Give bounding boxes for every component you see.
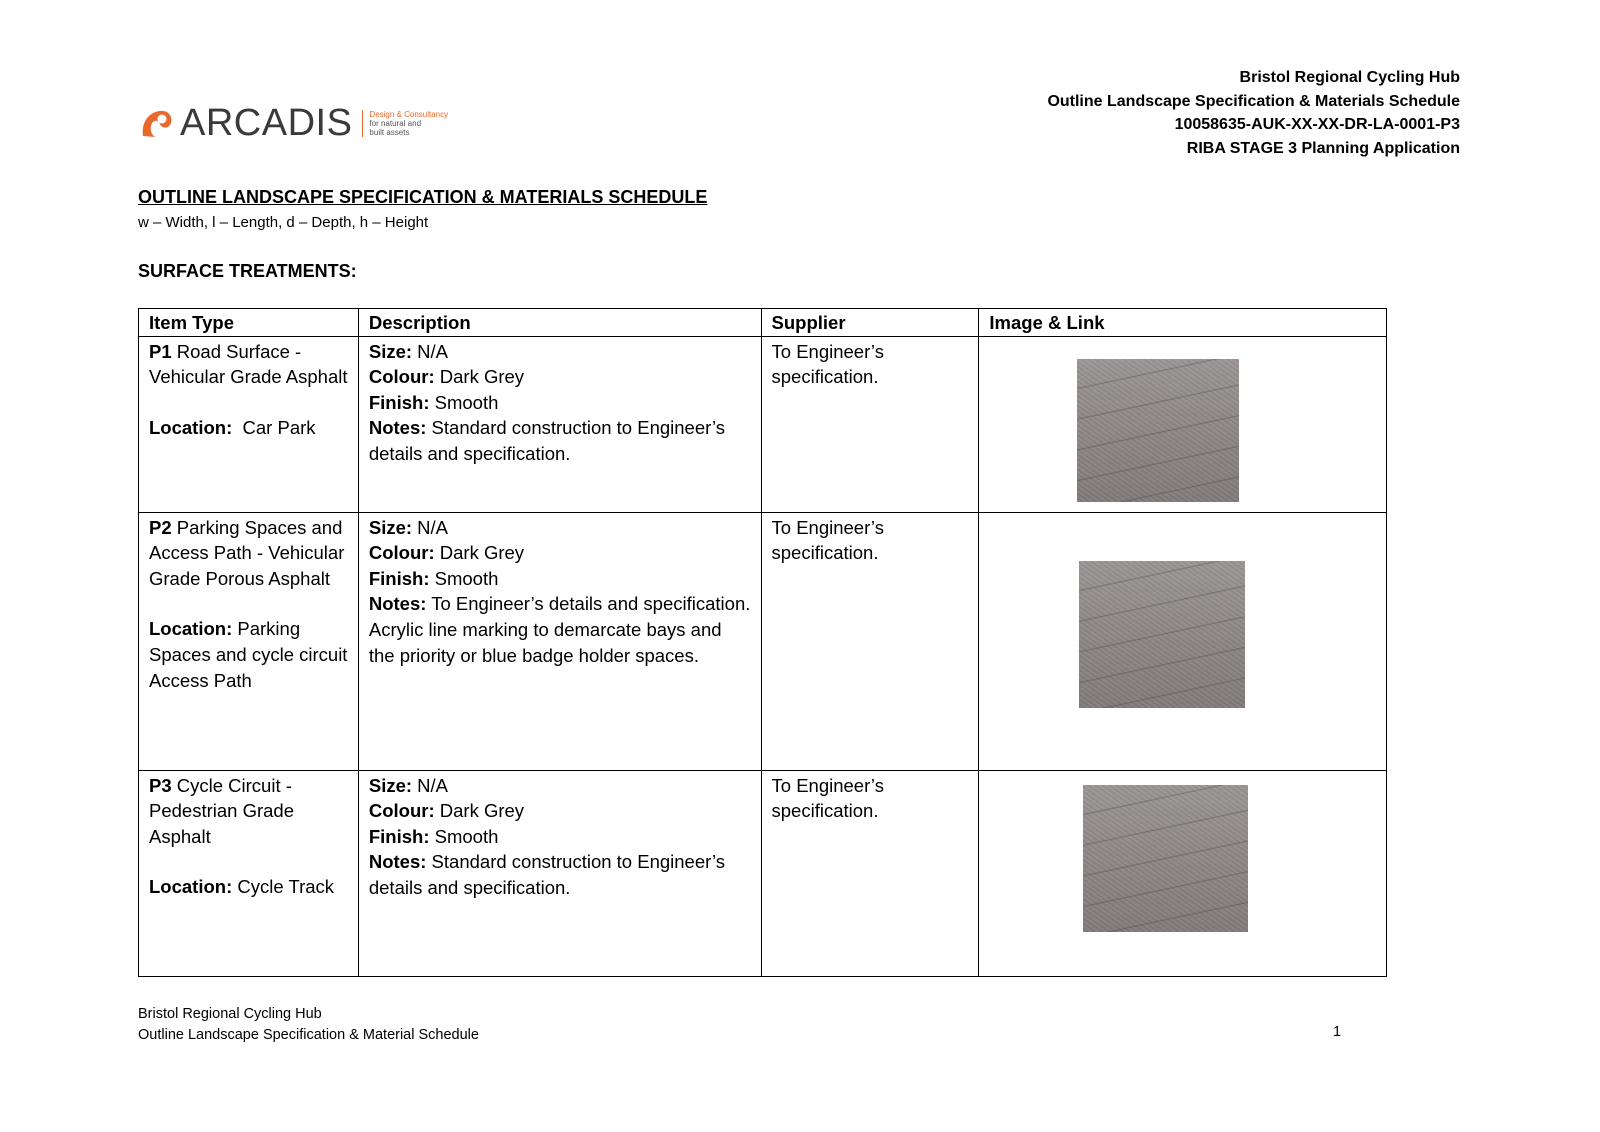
- header-document-name: Outline Landscape Specification & Materials Schedule: [1047, 92, 1460, 110]
- table-header-row: [139, 309, 1387, 337]
- page-title: OUTLINE LANDSCAPE SPECIFICATION & MATERIALS SCHEDULE: [138, 187, 708, 207]
- logo-wordmark: ARCADIS: [180, 102, 353, 144]
- item-name: Cycle Circuit - Pedestrian Grade Asphalt: [149, 774, 295, 847]
- colour-value: Dark Grey: [434, 800, 525, 822]
- description-cell: Size: N/A Colour: Dark Grey Finish: Smooth Notes: Standard construction to Engineer’s details and specification.: [358, 336, 761, 512]
- footer-document-name: Outline Landscape Specification & Material Schedule: [138, 1027, 479, 1043]
- header-supplier: Supplier: [761, 309, 979, 337]
- notes-value: To Engineer’s details and specification. Acrylic line marking to demarcate bays and the priority or blue badge holder spaces.: [368, 593, 751, 666]
- finish-value: Smooth: [429, 567, 499, 589]
- size-value: N/A: [412, 774, 449, 796]
- asphalt-image[interactable]: [1079, 561, 1245, 708]
- item-type-cell: P3 Cycle Circuit - Pedestrian Grade Asphalt Location: Cycle Track: [139, 770, 359, 976]
- header-project-name: Bristol Regional Cycling Hub: [1239, 69, 1460, 86]
- description-cell: Size: N/A Colour: Dark Grey Finish: Smooth Notes: Standard construction to Engineer’s details and specification.: [358, 770, 761, 976]
- dimension-legend: w – Width, l – Length, d – Depth, h – Height: [138, 214, 429, 231]
- notes-value: Standard construction to Engineer’s details and specification.: [368, 851, 726, 898]
- item-code: P2: [149, 516, 172, 538]
- table-row: [139, 770, 1387, 976]
- table-row: [139, 336, 1387, 512]
- materials-schedule-table: [138, 308, 1387, 977]
- item-location: Cycle Track: [232, 876, 335, 898]
- item-code: P3: [149, 774, 172, 796]
- header-image-link: Image & Link: [979, 309, 1387, 337]
- item-code: P1: [149, 340, 172, 362]
- size-value: N/A: [412, 340, 449, 362]
- section-heading: SURFACE TREATMENTS:: [138, 261, 357, 281]
- item-location: Car Park: [232, 416, 316, 438]
- header-description: Description: [358, 309, 761, 337]
- asphalt-image[interactable]: [1077, 359, 1239, 502]
- finish-value: Smooth: [429, 825, 499, 847]
- description-cell: Size: N/A Colour: Dark Grey Finish: Smooth Notes: To Engineer’s details and specification. Acrylic line marking to demarcate bays and the priority or blue badge holder spaces.: [358, 512, 761, 770]
- item-location: Parking Spaces and cycle circuit Access Path: [149, 618, 348, 691]
- page-number: 1: [1333, 1024, 1342, 1040]
- header-item-type: Item Type: [139, 309, 359, 337]
- supplier-cell: To Engineer’s specification.: [761, 512, 979, 770]
- supplier-cell: To Engineer’s specification.: [761, 336, 979, 512]
- image-cell: [979, 512, 1387, 770]
- asphalt-image[interactable]: [1083, 785, 1248, 932]
- arcadis-flame-icon: [140, 106, 174, 140]
- table-row: [139, 512, 1387, 770]
- arcadis-logo: [140, 104, 448, 142]
- notes-value: Standard construction to Engineer’s details and specification.: [368, 417, 726, 464]
- colour-value: Dark Grey: [434, 542, 525, 564]
- supplier-cell: To Engineer’s specification.: [761, 770, 979, 976]
- colour-value: Dark Grey: [434, 366, 525, 388]
- header-stage: RIBA STAGE 3 Planning Application: [1186, 139, 1460, 157]
- item-name: Parking Spaces and Access Path - Vehicular Grade Porous Asphalt: [149, 516, 345, 589]
- document-header: [1047, 66, 1460, 160]
- item-type-cell: P2 Parking Spaces and Access Path - Vehicular Grade Porous Asphalt Location: Parking Spaces and cycle circuit Access Path: [139, 512, 359, 770]
- size-value: N/A: [412, 516, 449, 538]
- footer-project-name: Bristol Regional Cycling Hub: [138, 1006, 322, 1022]
- logo-tagline: Design & Consultancy for natural and built assets: [362, 110, 448, 137]
- item-type-cell: P1 Road Surface - Vehicular Grade Asphalt Location: Car Park: [139, 336, 359, 512]
- page-footer: [138, 1004, 479, 1046]
- header-document-number: 10058635-AUK-XX-XX-DR-LA-0001-P3: [1174, 116, 1460, 133]
- finish-value: Smooth: [429, 391, 499, 413]
- image-cell: [979, 336, 1387, 512]
- image-cell: [979, 770, 1387, 976]
- item-name: Road Surface - Vehicular Grade Asphalt: [149, 340, 348, 388]
